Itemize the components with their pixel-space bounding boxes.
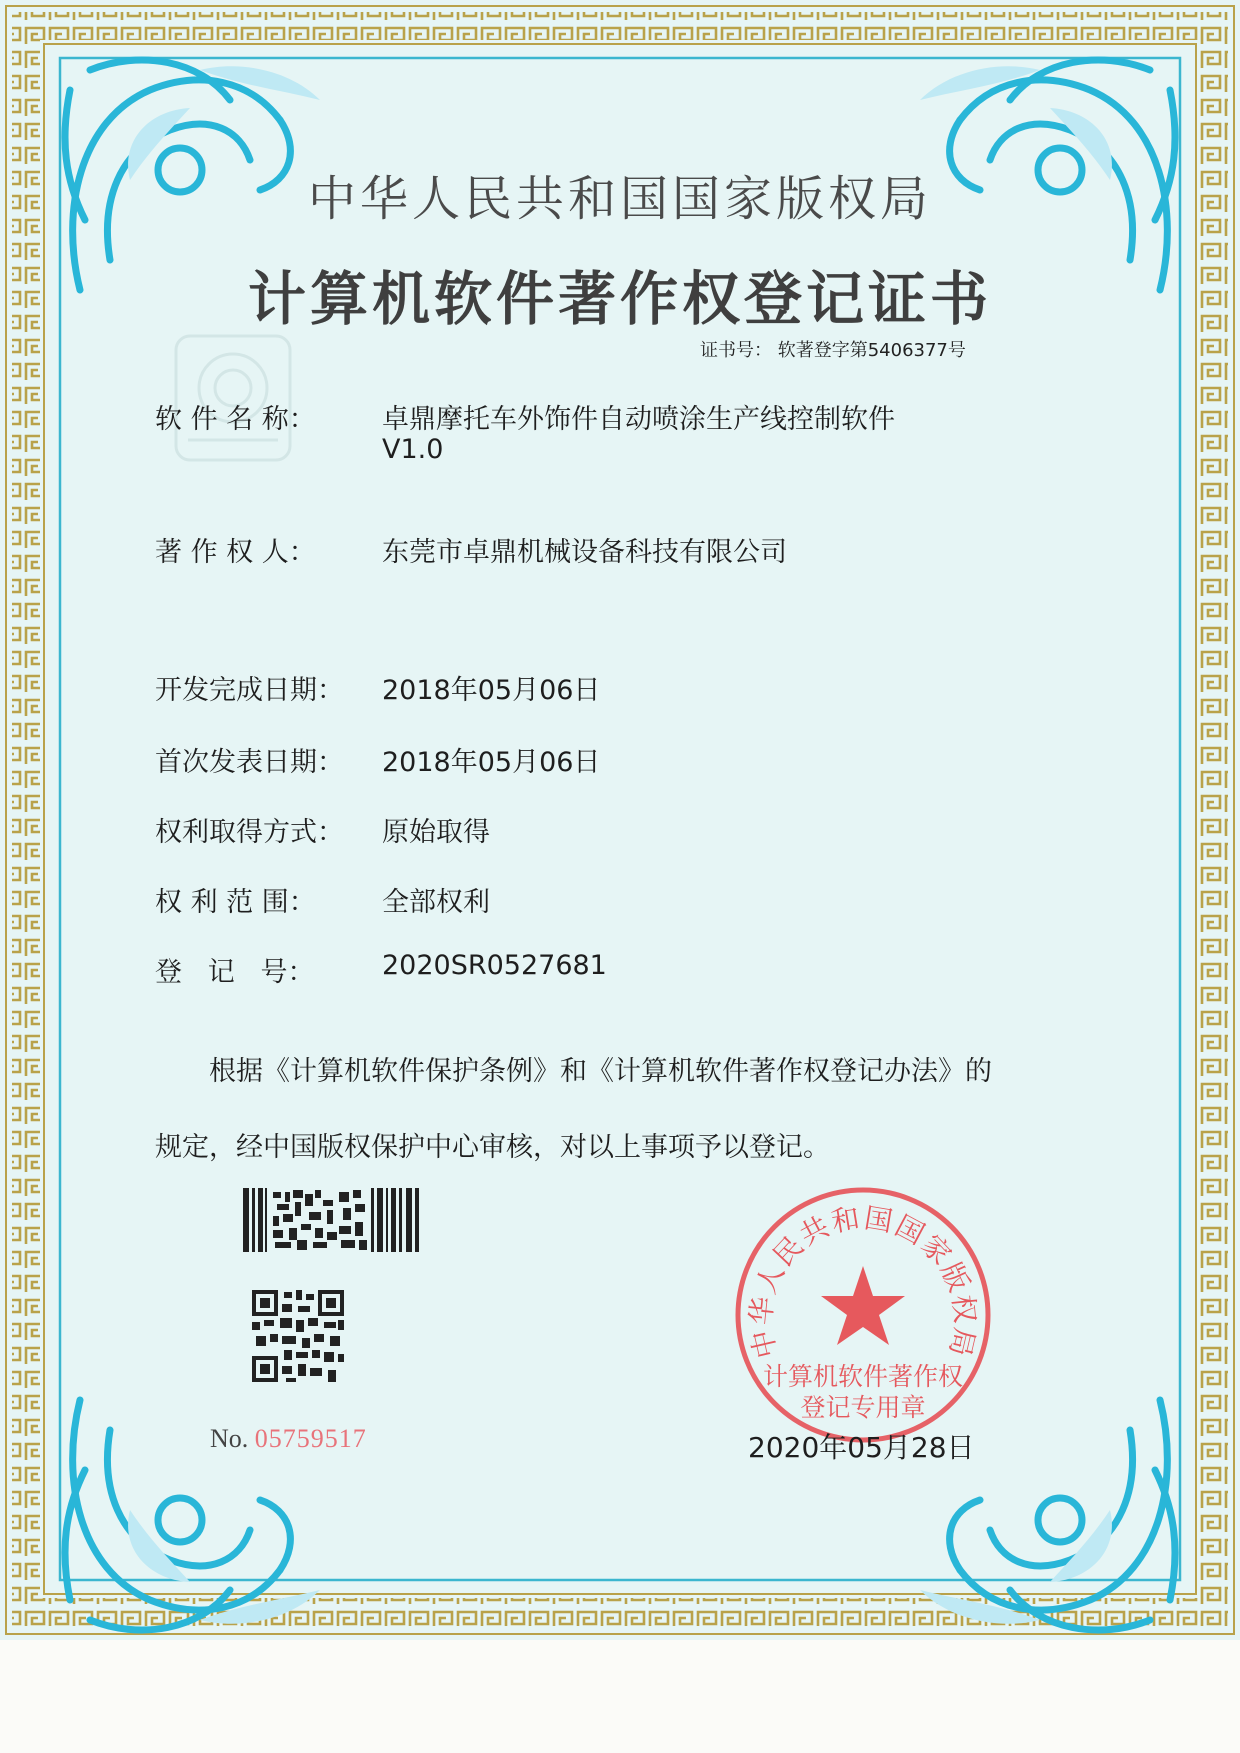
qr-code-icon — [252, 1290, 344, 1382]
label-rights-scope: 权 利 范 围： — [155, 887, 316, 918]
label-acquisition-method: 权利取得方式： — [155, 817, 344, 848]
seal-outer-text: 中华人民共和国国家版权局 — [744, 1201, 982, 1362]
value-publication-date: 2018年05月06日 — [382, 747, 601, 778]
value-software-name: 卓鼎摩托车外饰件自动喷涂生产线控制软件 — [382, 404, 895, 435]
certificate-title: 计算机软件著作权登记证书 — [247, 265, 992, 333]
corner-ornament-bottom-left — [50, 1360, 350, 1660]
star-icon — [821, 1266, 905, 1345]
value-copyright-owner: 东莞市卓鼎机械设备科技有限公司 — [382, 537, 787, 568]
label-registration-number: 登 记 号： — [155, 957, 315, 988]
statement-line-1: 根据《计算机软件保护条例》和《计算机软件著作权登记办法》的 — [209, 1056, 992, 1087]
label-copyright-owner: 著 作 权 人： — [155, 537, 316, 568]
value-rights-scope: 全部权利 — [382, 887, 490, 918]
label-development-date: 开发完成日期： — [155, 675, 344, 706]
value-acquisition-method: 原始取得 — [382, 817, 490, 848]
seal-inner-line-2: 登记专用章 — [800, 1393, 926, 1422]
value-registration-number: 2020SR0527681 — [382, 950, 607, 981]
value-development-date: 2018年05月06日 — [382, 675, 601, 706]
serial-number — [210, 1424, 367, 1454]
label-software-name: 软 件 名 称： — [155, 404, 316, 435]
seal-inner-line-1: 计算机软件著作权 — [762, 1362, 964, 1391]
label-publication-date: 首次发表日期： — [155, 747, 344, 778]
serial-prefix: No. — [210, 1424, 249, 1453]
serial-value: 05759517 — [254, 1424, 367, 1453]
official-seal — [728, 1180, 998, 1450]
value-software-version: V1.0 — [382, 434, 444, 465]
barcode-icon — [243, 1188, 421, 1252]
certificate-number: 证书号： 软著登字第5406377号 — [700, 340, 966, 361]
issue-date: 2020年05月28日 — [748, 1431, 975, 1464]
issuer-title: 中华人民共和国国家版权局 — [307, 171, 932, 227]
statement-line-2: 规定，经中国版权保护中心审核，对以上事项予以登记。 — [155, 1132, 830, 1163]
registration-statement — [155, 1034, 1110, 1186]
